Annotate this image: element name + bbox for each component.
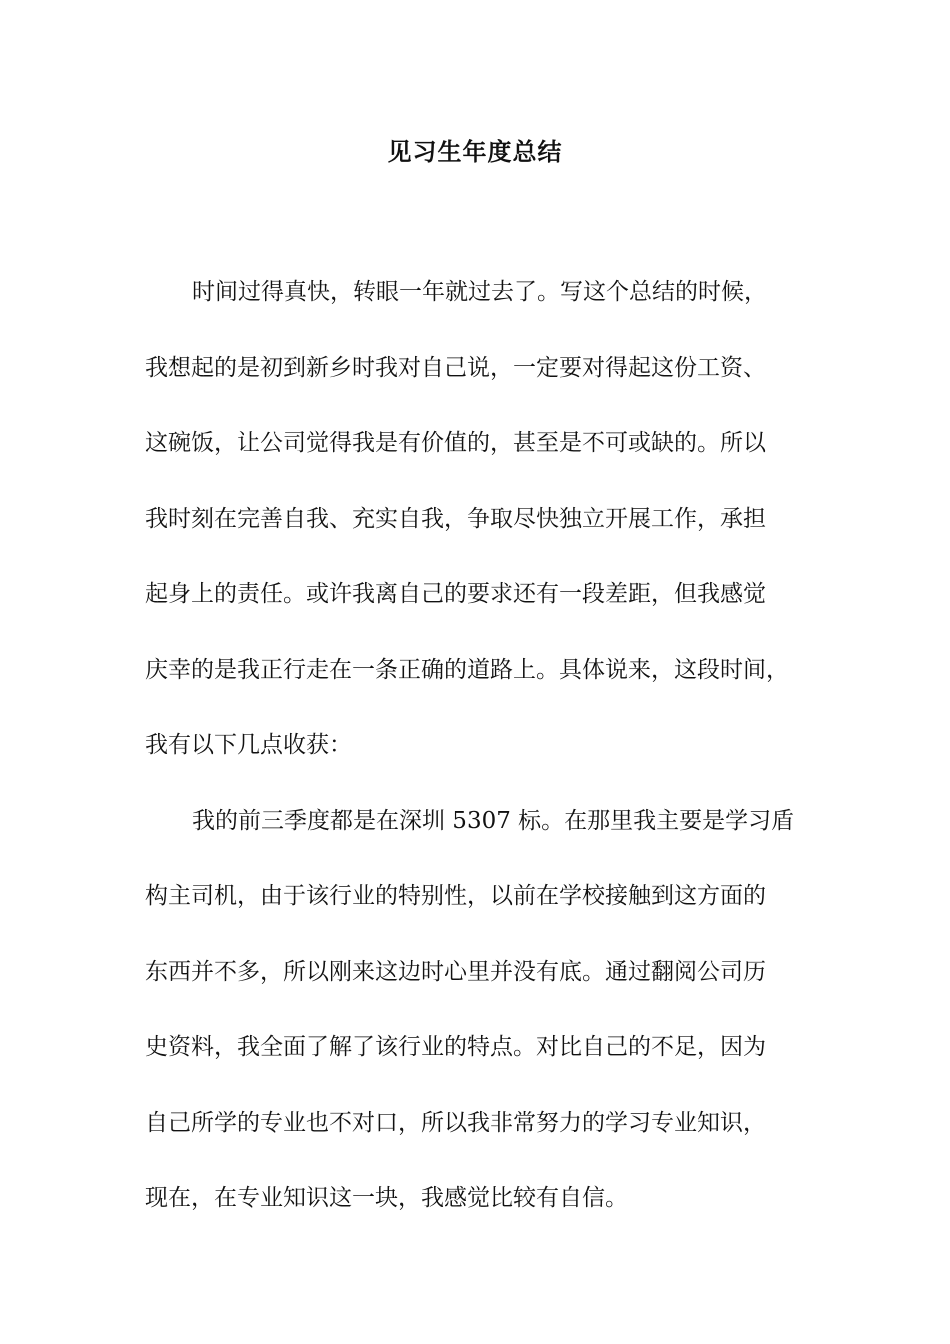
text-line: 这碗饭，让公司觉得我是有价值的，甚至是不可或缺的。所以 (145, 430, 766, 456)
document-body (145, 255, 835, 1237)
text-line: 我想起的是初到新乡时我对自己说，一定要对得起这份工资、 (145, 354, 766, 381)
paragraph-2 (145, 784, 835, 1237)
text-line: 我的前三季度都是在深圳 5307 标。在那里我主要是学习盾 (192, 807, 795, 834)
document-title: 见习生年度总结 (387, 138, 563, 166)
text-line: 构主司机，由于该行业的特别性，以前在学校接触到这方面的 (145, 883, 766, 909)
text-line: 起身上的责任。或许我离自己的要求还有一段差距，但我感觉 (145, 581, 766, 607)
text-line: 时间过得真快，转眼一年就过去了。写这个总结的时候， (192, 279, 767, 305)
paragraph-1 (145, 255, 835, 784)
text-line: 史资料，我全面了解了该行业的特点。对比自己的不足，因为 (145, 1034, 766, 1060)
text-line: 自己所学的专业也不对口，所以我非常努力的学习专业知识， (145, 1109, 766, 1136)
text-line: 现在，在专业知识这一块，我感觉比较有自信。 (145, 1185, 628, 1211)
text-line: 庆幸的是我正行走在一条正确的道路上。具体说来，这段时间， (145, 656, 789, 683)
text-line: 我时刻在完善自我、充实自我，争取尽快独立开展工作，承担 (145, 505, 766, 532)
text-line: 我有以下几点收获： (145, 732, 352, 758)
text-line: 东西并不多，所以刚来这边时心里并没有底。通过翻阅公司历 (145, 958, 766, 985)
